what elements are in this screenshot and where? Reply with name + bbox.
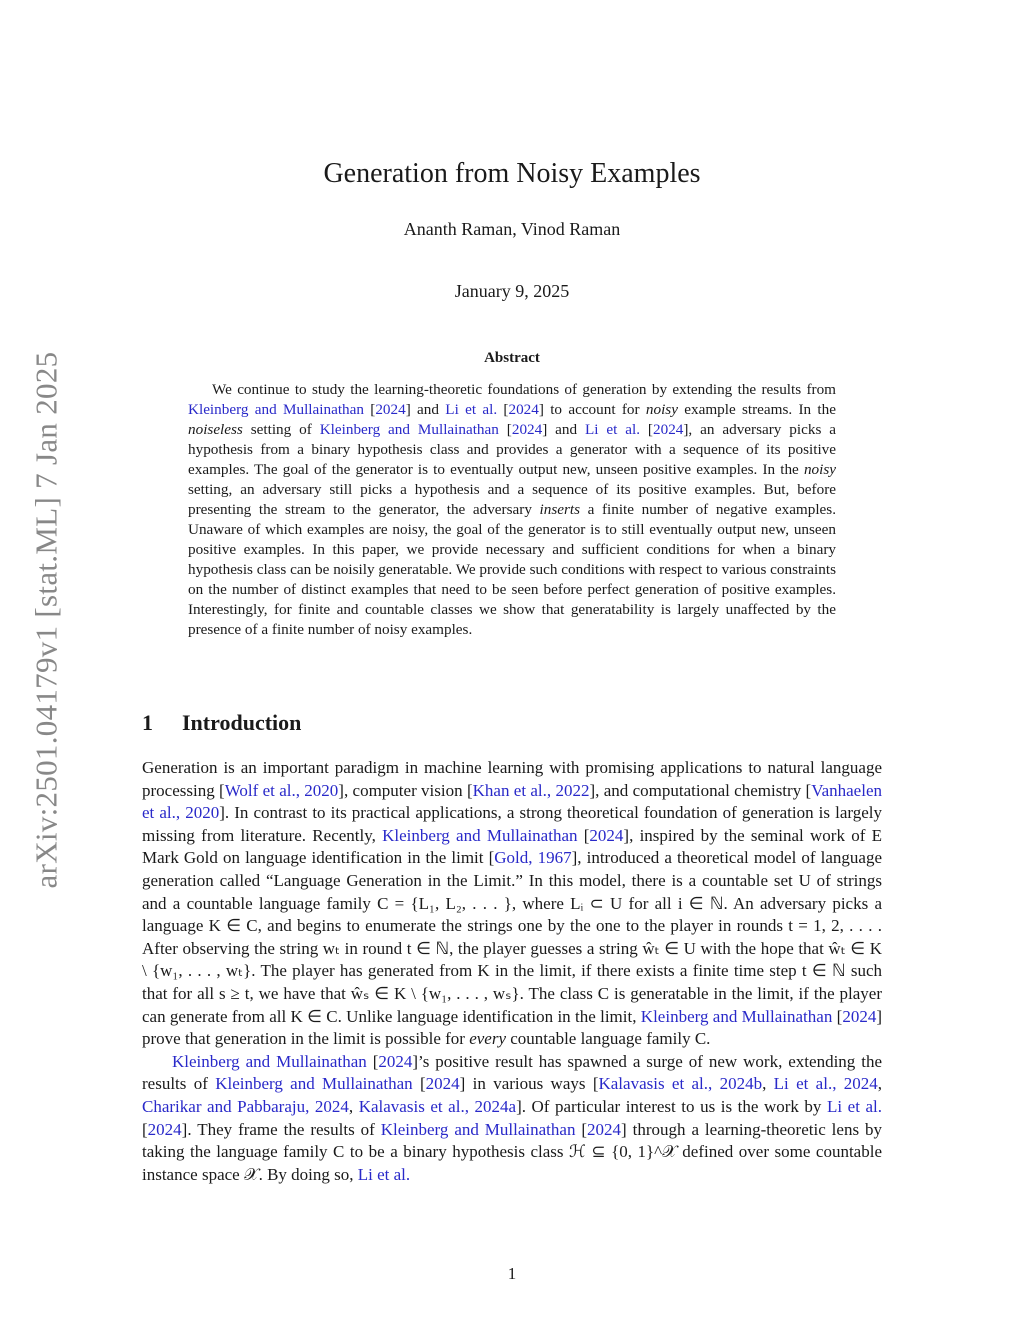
text-run: ], inspired by the seminal work of E Mark Gold on language identification in the limit [ <box>142 825 882 868</box>
citation-link[interactable]: Kleinberg and Mullainathan <box>319 421 499 438</box>
citation-link[interactable]: 2024 <box>653 421 684 438</box>
introduction-body <box>142 757 882 1186</box>
paper-title: Generation from Noisy Examples <box>323 158 701 189</box>
citation-link[interactable]: Li et al., 2024 <box>773 1074 878 1094</box>
emphasis: noisy <box>645 401 678 418</box>
emphasis: noiseless <box>188 421 243 438</box>
citation-link[interactable]: 2024 <box>378 1051 413 1071</box>
text-run: ]. In contrast to its practical applications, a strong theoretical foundation of generation is largely missing from literature. Recently, <box>142 803 882 845</box>
citation-link[interactable]: 2024 <box>147 1119 182 1139</box>
text-run: ], computer vision [ <box>338 780 473 800</box>
abstract-text-run: ], an adversary picks a hypothesis from a binary hypothesis class and provides a generator with a sequence of its positive examples. The goal of the generator is to eventually output new, unseen positive examples. In the <box>188 421 836 478</box>
text-run: [ <box>142 1119 148 1139</box>
abstract-text-run: a finite number of negative examples. Unaware of which examples are noisy, the goal of the generator is to still eventually output new, unseen positive examples. In this paper, we provide necessary and sufficient conditions for when a binary hypothesis class can be noisily generatable. We provide such conditions with respect to various constraints on the number of distinct examples that need to be seen before perfect generation of positive examples. Interestingly, for finite and countable classes we show that generatability is largely unaffected by the presence of a finite number of noisy examples. <box>188 501 837 638</box>
citation-link[interactable]: Kleinberg and Mullainathan <box>215 1074 413 1094</box>
intro-paragraph <box>142 1051 882 1187</box>
intro-paragraph <box>142 757 882 1051</box>
citation-link[interactable]: Vanhaelen et al., 2020 <box>142 780 882 823</box>
emphasis: every <box>469 1029 506 1049</box>
abstract-text-run: [ <box>498 421 512 438</box>
text-run: ] in various ways [ <box>459 1074 599 1094</box>
text-run: ] prove that generation in the limit is possible for <box>142 1006 882 1049</box>
abstract-text-run: ] and <box>542 421 586 438</box>
abstract-text <box>188 380 836 640</box>
emphasis: noisy <box>803 461 836 478</box>
citation-link[interactable]: Khan et al., 2022 <box>472 780 590 800</box>
arxiv-sidebar <box>18 330 74 910</box>
emphasis: inserts <box>539 501 581 518</box>
abstract-text-run: example streams. In the <box>677 401 836 418</box>
text-run: [ <box>832 1006 843 1026</box>
paper-authors: Ananth Raman, Vinod Raman <box>403 219 621 239</box>
abstract-text-run: ] to account for <box>538 401 646 418</box>
text-run: , <box>877 1074 883 1094</box>
citation-link[interactable]: Kleinberg and Mullainathan <box>188 401 364 418</box>
citation-link[interactable]: Li et al. <box>445 401 498 418</box>
abstract-text-run: setting, an adversary still picks a hypothesis and a sequence of its positive examples. But, before presenting the stream to the generator, the adversary <box>188 481 836 518</box>
text-run: countable language family C. <box>506 1029 711 1049</box>
text-run: [ <box>577 825 590 845</box>
citation-link[interactable]: Kleinberg and Mullainathan <box>640 1006 833 1026</box>
section-title: Introduction <box>182 710 302 735</box>
text-run: Generation is an important paradigm in machine learning with promising applications to natural language processing [ <box>142 758 882 800</box>
text-run: ] through a learning-theoretic lens by taking the language family C to be a binary hypothesis class ℋ ⊆ {0, 1}^𝒳 defined over some countable instance space 𝒳. By doing so, <box>142 1119 882 1184</box>
section-number: 1 <box>142 710 153 735</box>
text-run: ]. They frame the results of <box>181 1119 381 1139</box>
abstract-text-run: setting of <box>242 421 320 438</box>
citation-link[interactable]: Li et al. <box>827 1096 882 1116</box>
text-run: ]’s positive result has spawned a surge of new work, extending the results of <box>142 1051 883 1094</box>
text-run: , <box>348 1096 359 1116</box>
text-run: [ <box>575 1119 588 1139</box>
arxiv-identifier: arXiv:2501.04179v1 [stat.ML] 7 Jan 2025 <box>28 351 64 889</box>
citation-link[interactable]: Li et al. <box>585 421 641 438</box>
citation-link[interactable]: 2024 <box>511 421 543 438</box>
citation-link[interactable]: 2024 <box>375 401 406 418</box>
text-run: ]. Of particular interest to us is the work by <box>516 1096 827 1116</box>
citation-link[interactable]: 2024 <box>425 1074 460 1094</box>
abstract-text-run: [ <box>363 401 376 418</box>
abstract-text-run: We continue to study the learning-theoretic foundations of generation by extending the results from <box>212 381 836 398</box>
citation-link[interactable]: Kleinberg and Mullainathan <box>382 825 578 845</box>
text-run: ], and computational chemistry [ <box>589 780 812 800</box>
section-heading <box>142 710 301 736</box>
page-number: 1 <box>507 1264 517 1283</box>
abstract-heading: Abstract <box>484 350 540 366</box>
text-run: , <box>762 1074 774 1094</box>
citation-link[interactable]: Wolf et al., 2020 <box>224 780 339 800</box>
citation-link[interactable]: 2024 <box>589 825 624 845</box>
text-run: [ <box>366 1051 379 1071</box>
abstract-text-run: [ <box>640 421 653 438</box>
citation-link[interactable]: Kleinberg and Mullainathan <box>172 1051 367 1071</box>
citation-link[interactable]: 2024 <box>842 1006 877 1026</box>
citation-link[interactable]: 2024 <box>508 401 539 418</box>
citation-link[interactable]: Kalavasis et al., 2024a <box>358 1096 517 1116</box>
text-run: [ <box>412 1074 426 1094</box>
citation-link[interactable]: Charikar and Pabbaraju, 2024 <box>142 1096 349 1116</box>
paper-date: January 9, 2025 <box>454 281 570 301</box>
abstract-text-run: [ <box>497 401 509 418</box>
citation-link[interactable]: Kalavasis et al., 2024b <box>598 1074 763 1094</box>
citation-link[interactable]: 2024 <box>587 1119 622 1139</box>
citation-link[interactable]: Kleinberg and Mullainathan <box>380 1119 576 1139</box>
abstract-text-run: ] and <box>405 401 446 418</box>
citation-link[interactable]: Gold, 1967 <box>494 848 572 868</box>
citation-link[interactable]: Li et al. <box>357 1164 411 1184</box>
text-run: ], introduced a theoretical model of language generation called “Language Generation in the Limit.” In this model, there is a countable set U of strings and a countable language family C = {L₁, L₂, . . . }, where Lᵢ ⊂ U for all i ∈ ℕ. An adversary picks a language K ∈ C, and begins to enumerate the strings one by the one to the player in rounds t = 1, 2, . . . . After observing the string wₜ in round t ∈ ℕ, the player guesses a string ŵₜ ∈ U with the hope that ŵₜ ∈ K \ {w₁, . . . , wₜ}. The player has generated from K in the limit, if there exists a finite time step t ∈ ℕ such that for all s ≥ t, we have that ŵₛ ∈ K \ {w₁, . . . , wₛ}. The class C is generatable in the limit, if the player can generate from all K ∈ C. Unlike language identification in the limit, <box>142 848 883 1026</box>
